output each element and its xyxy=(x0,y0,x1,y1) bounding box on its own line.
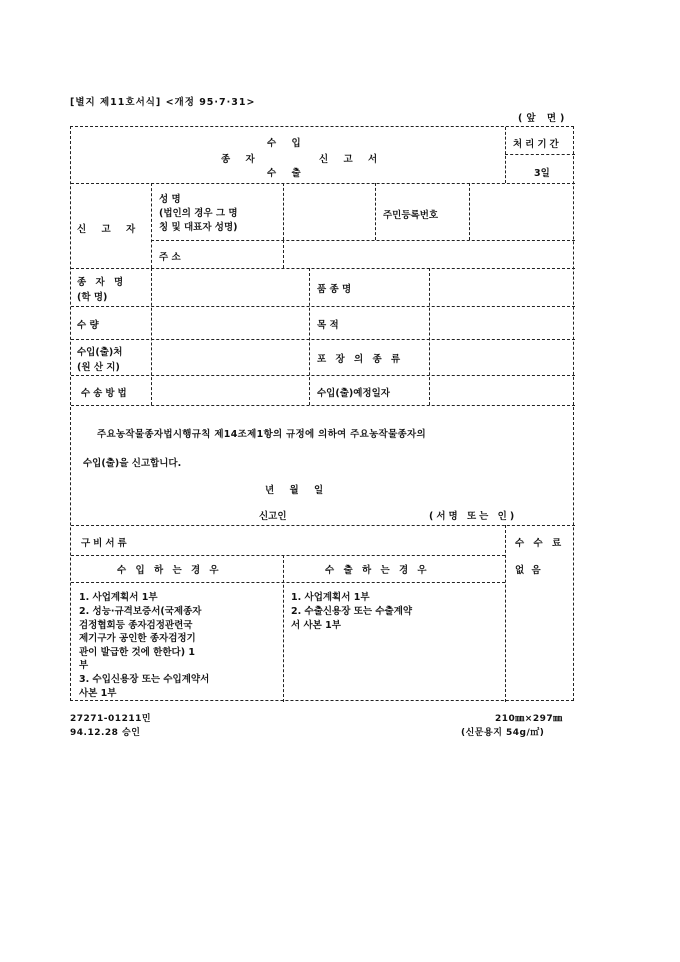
reporter-signature-label: 신고인 xyxy=(259,511,287,522)
import-document-item-3: 3. 수입신용장 또는 수입계약서 사본 1부 xyxy=(79,674,210,699)
fee-label: 수 수 료 xyxy=(515,538,565,549)
export-document-item-1: 1. 사업계획서 1부 xyxy=(291,592,370,603)
title-seed: 종 자 xyxy=(221,154,261,165)
resident-number-label: 주민등록번호 xyxy=(383,210,439,221)
title-report: 신 고 서 xyxy=(319,154,384,165)
origin-country-label: (원 산 지) xyxy=(77,362,120,373)
package-type-label: 포 장 의 종 류 xyxy=(317,354,404,365)
processing-period-value: 3일 xyxy=(534,168,550,179)
transport-method-label: 수송방법 xyxy=(81,388,130,399)
required-documents-label: 구비서류 xyxy=(81,538,130,549)
fee-value: 없 음 xyxy=(515,565,543,576)
front-side-label: (앞 면) xyxy=(518,113,569,124)
import-case-header: 수 입 하 는 경 우 xyxy=(117,565,222,576)
paper-type: (신문용지 54g/㎡) xyxy=(461,728,545,738)
export-case-header: 수 출 하 는 경 우 xyxy=(325,565,430,576)
import-document-item-1: 1. 사업계획서 1부 xyxy=(79,592,158,603)
export-document-item-2: 2. 수출신용장 또는 수출계약 서 사본 1부 xyxy=(291,606,413,631)
origin-label: 수입(출)처 xyxy=(77,347,123,358)
import-document-item-2: 2. 성능·규격보증서(국제종자 검정협회등 종자검정관련국 제기구가 공인한 종자검정기 관이 발급한 것에 한한다) 1 부 xyxy=(79,606,202,671)
statement-line-2: 수입(출)을 신고합니다. xyxy=(83,458,182,469)
paper-size: 210㎜×297㎜ xyxy=(495,714,563,724)
form-code: 27271-01211민 xyxy=(70,714,152,724)
quantity-label: 수 량 xyxy=(77,320,99,331)
address-label: 주 소 xyxy=(159,252,181,263)
name-label: 성 명 xyxy=(159,194,181,205)
scientific-name-label: (학 명) xyxy=(77,292,108,303)
statement-line-1: 주요농작물종자법시행규칙 제14조제1항의 규정에 의하여 주요농작물종자의 xyxy=(97,429,426,440)
name-note-2: 칭 및 대표자 성명) xyxy=(159,222,238,233)
seed-import-export-report-form xyxy=(70,126,574,701)
title-import: 수 입 xyxy=(267,138,307,149)
approval-date: 94.12.28 승인 xyxy=(70,728,141,738)
processing-period-label: 처리기간 xyxy=(513,139,562,150)
purpose-label: 목 적 xyxy=(317,320,339,331)
report-date: 년 월 일 xyxy=(265,485,330,496)
name-note-1: (법인의 경우 그 명 xyxy=(159,208,238,219)
title-export: 수 출 xyxy=(267,168,307,179)
form-number: [별지 제11호서식] <개정 95·7·31> xyxy=(70,97,256,108)
seed-name-label: 종 자 명 xyxy=(77,277,127,288)
sign-or-seal: (서명 또는 인) xyxy=(429,511,518,522)
reporter-label: 신 고 자 xyxy=(77,224,142,235)
variety-label: 품 종 명 xyxy=(317,284,352,295)
scheduled-date-label: 수입(출)예정일자 xyxy=(317,388,390,399)
